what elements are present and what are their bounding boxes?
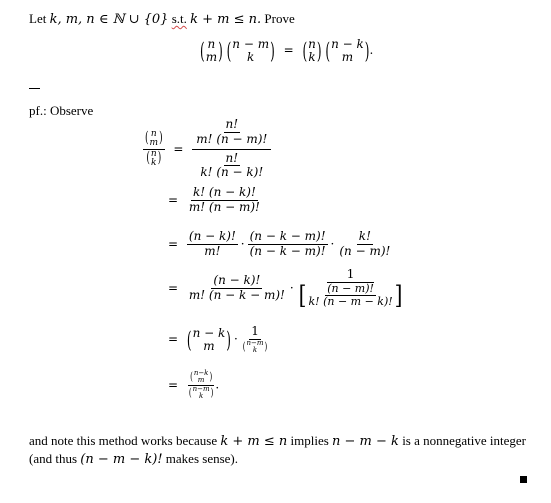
proof-step-2: = $\frac{k! (n - k)!}{m! (n - m)!}$ [168,185,260,214]
binom-n-k: ( n k ) [302,37,322,64]
binom-n-m: ( n m ) [200,37,223,64]
statement-st: s.t. [171,11,187,26]
conclusion-line-2: (and thus (n − m − k)! makes sense). [29,451,238,467]
proof-step-6: = ( n−k m ) ( n−m k ) . [168,369,220,401]
statement-condition: k + m ≤ n. [190,12,262,27]
binom-nm-k: ( n − m k ) [226,37,275,64]
statement-intro: Let [29,11,47,26]
statement-prove: Prove [264,11,295,26]
proof-label: pf.: Observe [29,103,94,118]
proof-step-4: = $\frac{(n - k)!}{m! (n - k - m)!}$ · 1 [ $\frac{(n - m)!}{k! (n - m - k)!}$ ] [168,267,403,311]
problem-statement [29,11,295,27]
conclusion-line-1: and note this method works because k + m ≤ n implies n − m − k is a nonnegative integer [29,433,527,449]
factorial-ratio: $\frac{\frac{n!}{m! (n - m)!}}{\frac{n!}{k! (n - k)!}}$ [192,118,271,180]
binom-nk-m: ( n − k m ) [325,37,370,64]
proof-step-3: = $\frac{(n - k)!}{m!}$ · $\frac{(n - k - m)!}{(n - k - m)!}$ · $\frac{k!}{(n - m)!}$ [168,229,391,258]
separator-rule [29,88,40,89]
qed-square-icon [520,476,527,483]
binom-ratio: ( n m ) ( n k ) [145,128,163,169]
proof-step-5: = ( n − k m ) · 1 ( n−m k ) [168,324,268,355]
proof-step-1: ( n m ) ( n k ) = $\frac{\frac{n!}{m! (n - m)!}}{\frac{n!}{k! (n - k)!}}$ [143,118,271,180]
statement-vars: k, m, n ∈ ℕ ∪ {0} [49,12,169,27]
identity-equation: ( n m ) ( n − m k ) = ( n k ) ( n − k m ) . [200,37,374,64]
